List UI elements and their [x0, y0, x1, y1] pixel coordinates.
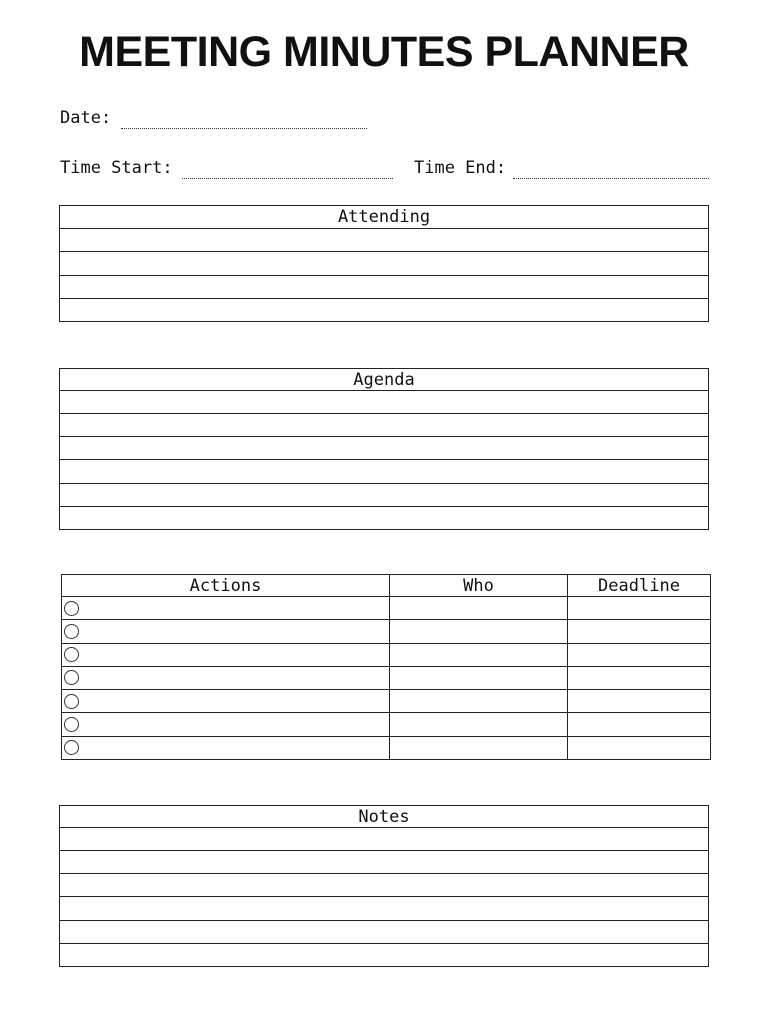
actions-table	[61, 574, 711, 760]
notes-row[interactable]	[60, 897, 709, 920]
action-cell[interactable]	[62, 713, 390, 736]
notes-row[interactable]	[60, 920, 709, 943]
time-start-field[interactable]	[182, 178, 393, 179]
who-cell[interactable]	[390, 620, 568, 643]
actions-header: Actions	[62, 575, 390, 597]
action-cell[interactable]	[62, 620, 390, 643]
page-title: MEETING MINUTES PLANNER	[79, 28, 689, 76]
table-row	[62, 690, 711, 713]
agenda-row[interactable]	[60, 483, 709, 506]
who-cell[interactable]	[390, 643, 568, 666]
agenda-header: Agenda	[60, 369, 709, 391]
attending-row[interactable]	[60, 298, 709, 321]
deadline-cell[interactable]	[568, 643, 711, 666]
who-header: Who	[390, 575, 568, 597]
agenda-row[interactable]	[60, 391, 709, 414]
checkbox-circle-icon[interactable]	[64, 647, 79, 662]
agenda-table	[59, 368, 709, 530]
notes-row[interactable]	[60, 874, 709, 897]
checkbox-circle-icon[interactable]	[64, 670, 79, 685]
notes-header: Notes	[60, 806, 709, 828]
deadline-cell[interactable]	[568, 690, 711, 713]
attending-row[interactable]	[60, 229, 709, 252]
attending-table	[59, 205, 709, 322]
action-cell[interactable]	[62, 643, 390, 666]
notes-table	[59, 805, 709, 967]
checkbox-circle-icon[interactable]	[64, 717, 79, 732]
agenda-row[interactable]	[60, 506, 709, 529]
deadline-cell[interactable]	[568, 713, 711, 736]
action-cell[interactable]	[62, 736, 390, 759]
deadline-cell[interactable]	[568, 597, 711, 620]
action-cell[interactable]	[62, 666, 390, 689]
notes-row[interactable]	[60, 828, 709, 851]
who-cell[interactable]	[390, 597, 568, 620]
checkbox-circle-icon[interactable]	[64, 740, 79, 755]
attending-row[interactable]	[60, 275, 709, 298]
table-row	[62, 666, 711, 689]
who-cell[interactable]	[390, 736, 568, 759]
deadline-header: Deadline	[568, 575, 711, 597]
date-label: Date:	[60, 108, 112, 128]
attending-row[interactable]	[60, 252, 709, 275]
attending-header: Attending	[60, 206, 709, 229]
who-cell[interactable]	[390, 713, 568, 736]
time-end-field[interactable]	[513, 178, 709, 179]
agenda-row[interactable]	[60, 460, 709, 483]
table-row	[62, 597, 711, 620]
action-cell[interactable]	[62, 597, 390, 620]
deadline-cell[interactable]	[568, 736, 711, 759]
agenda-row[interactable]	[60, 437, 709, 460]
checkbox-circle-icon[interactable]	[64, 624, 79, 639]
table-row	[62, 736, 711, 759]
deadline-cell[interactable]	[568, 620, 711, 643]
deadline-cell[interactable]	[568, 666, 711, 689]
notes-row[interactable]	[60, 851, 709, 874]
agenda-row[interactable]	[60, 414, 709, 437]
who-cell[interactable]	[390, 666, 568, 689]
notes-row[interactable]	[60, 943, 709, 966]
table-row	[62, 620, 711, 643]
who-cell[interactable]	[390, 690, 568, 713]
time-end-label: Time End:	[414, 158, 507, 178]
action-cell[interactable]	[62, 690, 390, 713]
table-row	[62, 713, 711, 736]
time-start-label: Time Start:	[60, 158, 173, 178]
table-row	[62, 643, 711, 666]
checkbox-circle-icon[interactable]	[64, 601, 79, 616]
date-field[interactable]	[121, 128, 367, 129]
checkbox-circle-icon[interactable]	[64, 694, 79, 709]
